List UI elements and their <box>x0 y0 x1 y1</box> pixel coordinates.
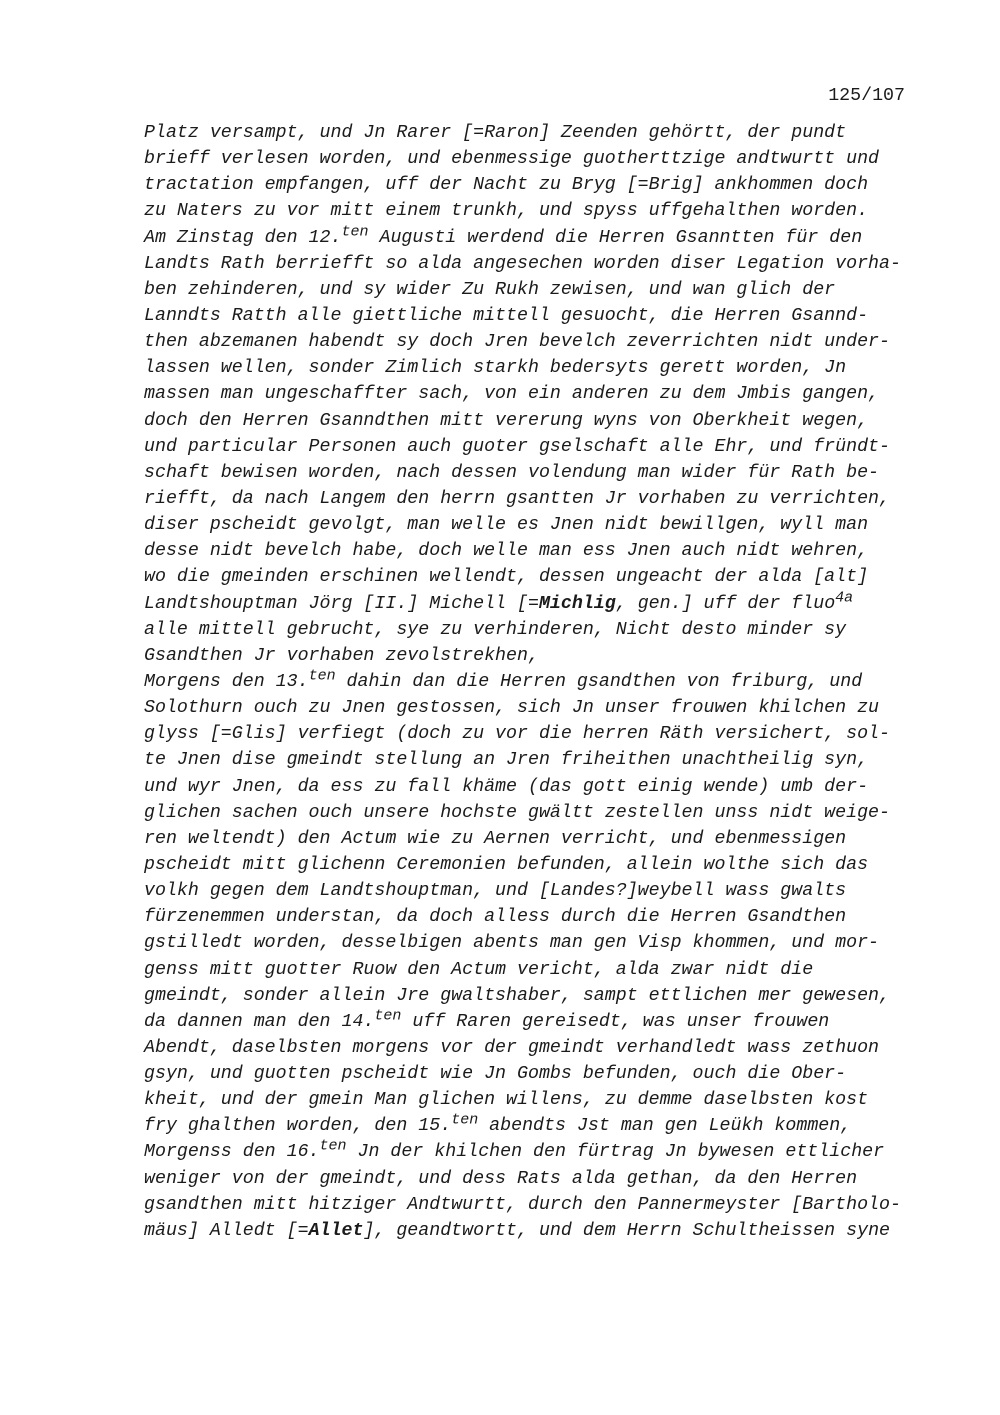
text-segment: riefft, da nach Langem den herrn gsantten Jr vorhaben zu verrichten, <box>144 488 890 509</box>
text-line <box>144 826 901 852</box>
text-line <box>144 172 901 198</box>
text-segment: wo die gmeinden erschinen wellendt, dessen ungeacht der alda [alt] <box>144 567 869 588</box>
text-segment: glichen sachen ouch unsere hochste gwältt zestellen unss nidt weige- <box>144 802 890 823</box>
text-line <box>144 878 901 904</box>
text-line <box>144 120 901 146</box>
text-segment: fry ghalthen worden, den 15. <box>144 1116 452 1137</box>
text-segment: Morgens den 13. <box>144 671 309 692</box>
text-line <box>144 957 901 983</box>
superscript-marker: ten <box>308 667 336 685</box>
text-line <box>144 434 901 460</box>
text-segment: uff Raren gereisedt, was unser frouwen <box>401 1011 830 1032</box>
text-segment: Jn der khilchen den fürtrag Jn bywesen ettlicher <box>346 1142 885 1163</box>
text-line <box>144 198 901 224</box>
text-segment: lassen wellen, sonder Zimlich starkh bedersyts gerett worden, Jn <box>144 358 847 379</box>
text-segment: mäus] Alledt [= <box>144 1220 309 1241</box>
text-line <box>144 329 901 355</box>
text-segment: gstilledt worden, desselbigen abents man gen Visp khommen, und mor- <box>144 933 880 954</box>
text-line <box>144 800 901 826</box>
text-line <box>144 930 901 956</box>
text-segment: und wyr Jnen, da ess zu fall khäme (das gott einig wende) umb der- <box>144 776 869 797</box>
text-line <box>144 1035 901 1061</box>
text-segment: ], geandtwortt, und dem Herrn Schultheissen syne <box>363 1220 891 1241</box>
text-segment: und particular Personen auch guoter gselschaft alle Ehr, und fründt- <box>144 436 890 457</box>
text-line <box>144 695 901 721</box>
page-number: 125/107 <box>828 86 905 106</box>
text-segment: Am Zinstag den 12. <box>144 227 342 248</box>
text-segment: gsyn, und guotten pscheidt wie Jn Gombs befunden, ouch die Ober- <box>144 1064 847 1085</box>
text-segment: Augusti werdend die Herren Gsanntten für den <box>368 227 863 248</box>
text-line <box>144 460 901 486</box>
text-line <box>144 774 901 800</box>
text-segment: Abendt, daselbsten morgens vor der gmeindt verhandledt wass zethuon <box>144 1037 880 1058</box>
text-line <box>144 1139 901 1165</box>
text-line <box>144 486 901 512</box>
text-segment: desse nidt bevelch habe, doch welle man ess Jnen auch nidt wehren, <box>144 541 869 562</box>
text-segment: brieff verlesen worden, und ebenmessige guotherttzige andtwurtt und <box>144 149 880 170</box>
text-line <box>144 146 901 172</box>
text-line <box>144 588 901 617</box>
text-segment: Landts Rath berriefft so alda angesechen worden diser Legation vorha- <box>144 253 901 274</box>
superscript-marker: ten <box>374 1007 402 1025</box>
text-line <box>144 564 901 590</box>
text-line <box>144 1113 901 1139</box>
text-line <box>144 1192 901 1218</box>
text-line <box>144 983 901 1009</box>
text-segment: weniger von der gmeindt, und dess Rats alda gethan, da den Herren <box>144 1168 858 1189</box>
text-line <box>144 222 901 251</box>
text-line <box>144 1061 901 1087</box>
text-segment: fürzenemmen understan, da doch alless durch die Herren Gsandthen <box>144 907 847 928</box>
text-segment: gmeindt, sonder allein Jre gwaltshaber, sampt ettlichen mer gewesen, <box>144 985 890 1006</box>
text-segment: alle mittell gebrucht, sye zu verhinderen, Nicht desto minder sy <box>144 619 847 640</box>
text-segment: ben zehinderen, und sy wider Zu Rukh zewisen, und wan glich der <box>144 279 836 300</box>
text-segment: dahin dan die Herren gsandthen von friburg, und <box>335 671 863 692</box>
text-segment: Morgenss den 16. <box>144 1142 320 1163</box>
text-segment: volkh gegen dem Landtshouptman, und [Landes?]weybell wass gwalts <box>144 881 847 902</box>
text-segment: doch den Herren Gsanndthen mitt vererung wyns von Oberkheit wegen, <box>144 410 869 431</box>
text-segment: da dannen man den 14. <box>144 1011 375 1032</box>
text-line <box>144 747 901 773</box>
bold-name: Michlig <box>538 593 616 614</box>
text-line <box>144 355 901 381</box>
text-line <box>144 538 901 564</box>
text-segment: kheit, und der gmein Man glichen willens, zu demme daselbsten kost <box>144 1090 869 1111</box>
text-segment: schaft bewisen worden, nach dessen volendung man wider für Rath be- <box>144 462 880 483</box>
text-segment: then abzemanen habendt sy doch Jren bevelch zeverrichten nidt under- <box>144 332 890 353</box>
superscript-marker: ten <box>341 222 369 240</box>
text-line <box>144 617 901 643</box>
text-segment: ren weltendt) den Actum wie zu Aernen verricht, und ebenmessigen <box>144 828 847 849</box>
text-segment: zu Naters zu vor mitt einem trunkh, und spyss uffgehalthen worden. <box>144 201 869 222</box>
transcription-body <box>144 120 901 1244</box>
text-line <box>144 381 901 407</box>
text-line <box>144 277 901 303</box>
text-line <box>144 303 901 329</box>
text-segment: Platz versampt, und Jn Rarer [=Raron] Zeenden gehörtt, der pundt <box>144 123 847 143</box>
text-segment: genss mitt guotter Ruow den Actum vericht, alda zwar nidt die <box>144 959 814 980</box>
superscript-marker: 4a <box>835 588 854 606</box>
text-line <box>144 512 901 538</box>
text-line <box>144 904 901 930</box>
text-line <box>144 1218 901 1244</box>
text-segment: pscheidt mitt glichenn Ceremonien befunden, allein wolthe sich das <box>144 854 869 875</box>
text-line <box>144 643 901 669</box>
bold-name: Allet <box>308 1220 364 1241</box>
text-segment: Landtshouptman Jörg [II.] Michell [= <box>144 593 539 614</box>
text-segment: massen man ungeschaffter sach, von ein anderen zu dem Jmbis gangen, <box>144 384 880 405</box>
text-segment: gsandthen mitt hitziger Andtwurtt, durch den Pannermeyster [Bartholo- <box>144 1194 901 1215</box>
text-line <box>144 721 901 747</box>
text-line <box>144 1166 901 1192</box>
text-line <box>144 1087 901 1113</box>
text-segment: te Jnen dise gmeindt stellung an Jren friheithen unachtheilig syn, <box>144 750 869 771</box>
superscript-marker: ten <box>451 1111 479 1129</box>
text-segment: , gen.] uff der fluo <box>615 593 836 614</box>
text-segment: abendts Jst man gen Leükh kommen, <box>478 1116 852 1137</box>
text-line <box>144 669 901 695</box>
text-line <box>144 251 901 277</box>
text-segment: glyss [=Glis] verfiegt (doch zu vor die herren Räth versichert, sol- <box>144 724 890 745</box>
text-segment: tractation empfangen, uff der Nacht zu Bryg [=Brig] ankhommen doch <box>144 175 869 196</box>
text-line <box>144 408 901 434</box>
text-segment: Solothurn ouch zu Jnen gestossen, sich Jn unser frouwen khilchen zu <box>144 698 880 719</box>
text-segment: diser pscheidt gevolgt, man welle es Jnen nidt bewillgen, wyll man <box>144 515 869 536</box>
text-line <box>144 852 901 878</box>
superscript-marker: ten <box>319 1137 347 1155</box>
text-line <box>144 1009 901 1035</box>
text-segment: Lanndts Ratth alle giettliche mittell gesuocht, die Herren Gsannd- <box>144 305 869 326</box>
text-segment: Gsandthen Jr vorhaben zevolstrekhen, <box>144 645 539 666</box>
